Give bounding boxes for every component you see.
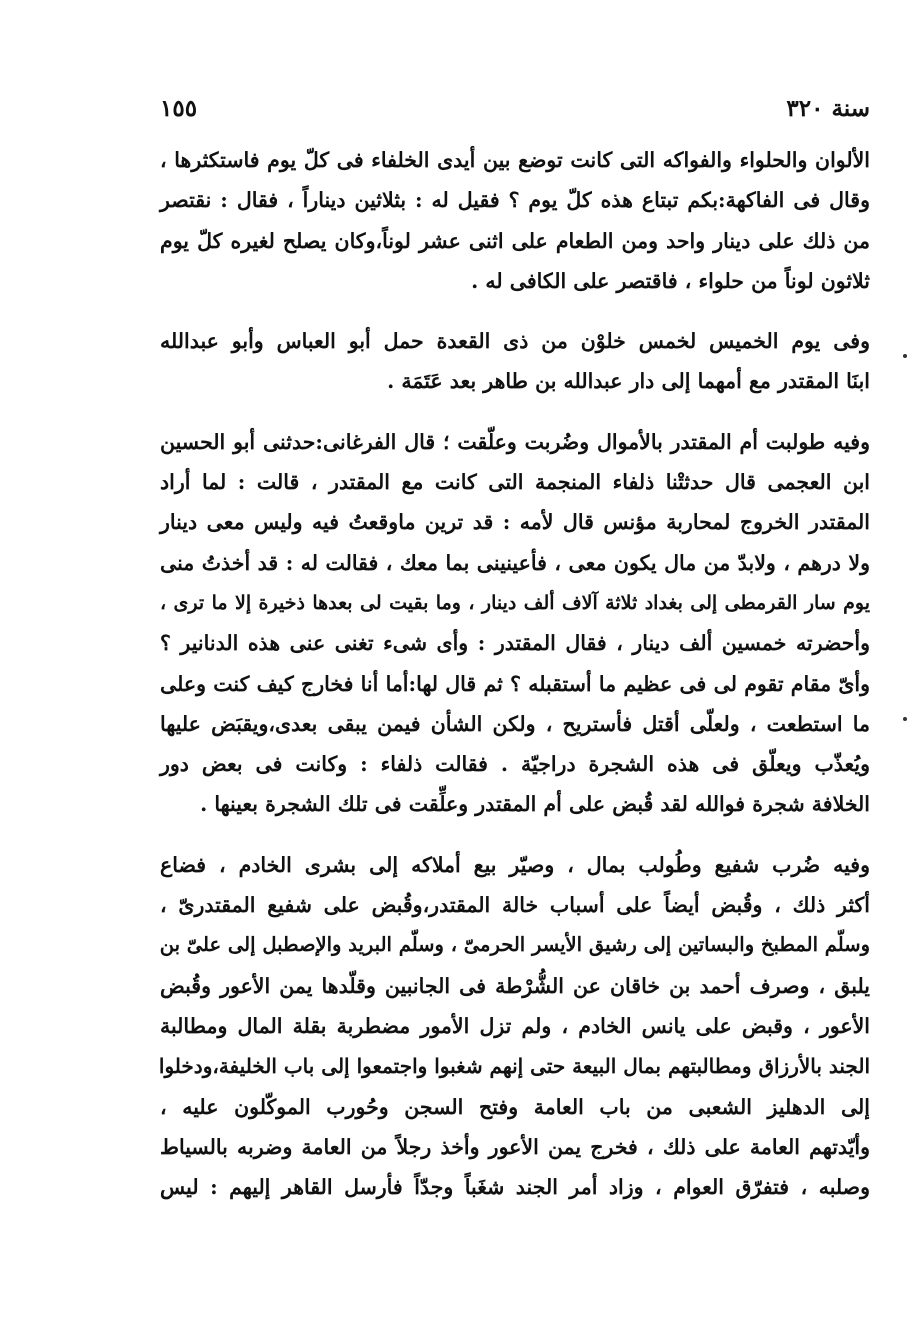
body-text bbox=[160, 140, 870, 1207]
text-line: يلبق ، وصرف أحمد بن خاقان عن الشُّرْطة فى الجانبين وقلّدها يمن الأعور وقُبض bbox=[160, 973, 870, 998]
text-line: ويُعذّب ويعلّق فى هذه الشجرة دراجيّة . فقالت ذلفاء : وكانت فى بعض دور bbox=[160, 752, 870, 777]
text-line: وأحضرته خمسين ألف دينار ، فقال المقتدر : وأى شىء تغنى عنى هذه الدنانير ؟ bbox=[160, 631, 870, 656]
paragraph-4 bbox=[160, 845, 870, 1208]
text-line: وصلبه ، فتفرّق العوام ، وزاد أمر الجند شغَباً وجدّاً فأرسل القاهر إليهم : ليس bbox=[160, 1175, 870, 1200]
text-line: يوم سار القرمطى إلى بغداد ثلاثة آلاف ألف دينار ، وما بقيت لى بعدها ذخيرة إلا ما ترى ، bbox=[160, 591, 870, 614]
text-line: الخلافة شجرة فوالله لقد قُبض على أم المقتدر وعلِّقت فى تلك الشجرة بعينها . bbox=[200, 792, 870, 817]
text-line: وأىّ مقام تقوم لى فى عظيم ما أستقبله ؟ ثم قال لها:أما أنا فخارج كيف كنت وعلى bbox=[160, 671, 870, 696]
margin-mark bbox=[903, 354, 907, 358]
text-line: المقتدر الخروج لمحاربة مؤنس قال لأمه : قد ترين ماوقعتُ فيه وليس معى دينار bbox=[160, 510, 870, 535]
text-line: ثلاثون لوناً من حلواء ، فاقتصر على الكافى له . bbox=[471, 268, 870, 293]
text-line: إلى الدهليز الشعبى من باب العامة وفتح السجن وحُورب الموكّلون عليه ، bbox=[160, 1094, 870, 1119]
text-line: وقال فى الفاكهة:بكم تبتاع هذه كلّ يوم ؟ فقيل له : بثلاثين ديناراً ، فقال : نقتصر bbox=[160, 188, 870, 213]
text-line: وفى يوم الخميس لخمس خلوْن من ذى القعدة حمل أبو العباس وأبو عبدالله bbox=[160, 329, 870, 354]
text-line: ما استطعت ، ولعلّى أقتل فأستريح ، ولكن الشأن فيمن يبقى بعدى،ويقبَض عليها bbox=[160, 711, 870, 736]
text-line: وأيّدتهم العامة على ذلك ، فخرج يمن الأعور وأخذ رجلاً من العامة وضربه بالسياط bbox=[160, 1134, 870, 1159]
text-line: وسلّم المطبخ والبساتين إلى رشيق الأيسر الحرمىّ ، وسلّم البريد والإصطبل إلى علىّ بن bbox=[159, 933, 870, 957]
text-line: من ذلك على دينار واحد ومن الطعام على اثنى عشر لوناً،وكان يصلح لغيره كلّ يوم bbox=[160, 228, 870, 253]
text-line: ولا درهم ، ولابدّ من مال يكون معى ، فأعينينى بما معك ، فقالت له : قد أخذتُ منى bbox=[160, 550, 870, 575]
text-line: ابن العجمى قال حدثتْنا ذلفاء المنجمة التى كانت مع المقتدر ، قالت : لما أراد bbox=[160, 470, 870, 495]
paragraph-2 bbox=[160, 321, 870, 402]
text-line: الألوان والحلواء والفواكه التى كانت توضع بين أيدى الخلفاء فى كلّ يوم فاستكثرها ، bbox=[160, 148, 870, 172]
page-number: ١٥٥ bbox=[160, 94, 198, 122]
text-line: الأعور ، وقبض على يانس الخادم ، ولم تزل الأمور مضطربة بقلة المال ومطالبة bbox=[160, 1013, 870, 1038]
text-line: ابنَا المقتدر مع أمهما إلى دار عبدالله بن طاهر بعد عَتَمَة . bbox=[387, 369, 870, 394]
paragraph-3 bbox=[160, 422, 870, 825]
paragraph-1 bbox=[160, 140, 870, 301]
margin-mark bbox=[903, 717, 907, 721]
page-header bbox=[160, 88, 870, 128]
text-line: أكثر ذلك ، وقُبض أيضاً على أسباب خالة المقتدر،وقُبض على شفيع المقتدرىّ ، bbox=[160, 893, 870, 918]
text-line: وفيه ضُرب شفيع وطُولب بمال ، وصيّر بيع أملاكه إلى بشرى الخادم ، فضاع bbox=[160, 852, 870, 877]
text-line: وفيه طولبت أم المقتدر بالأموال وضُربت وعلّقت ؛ قال الفرغانى:حدثنى أبو الحسين bbox=[160, 429, 870, 454]
year-label: سنة ٣٢٠ bbox=[786, 94, 870, 122]
text-line: الجند بالأرزاق ومطالبتهم بمال البيعة حتى إنهم شغبوا واجتمعوا إلى باب الخليفة،ودخلوا bbox=[158, 1054, 870, 1079]
